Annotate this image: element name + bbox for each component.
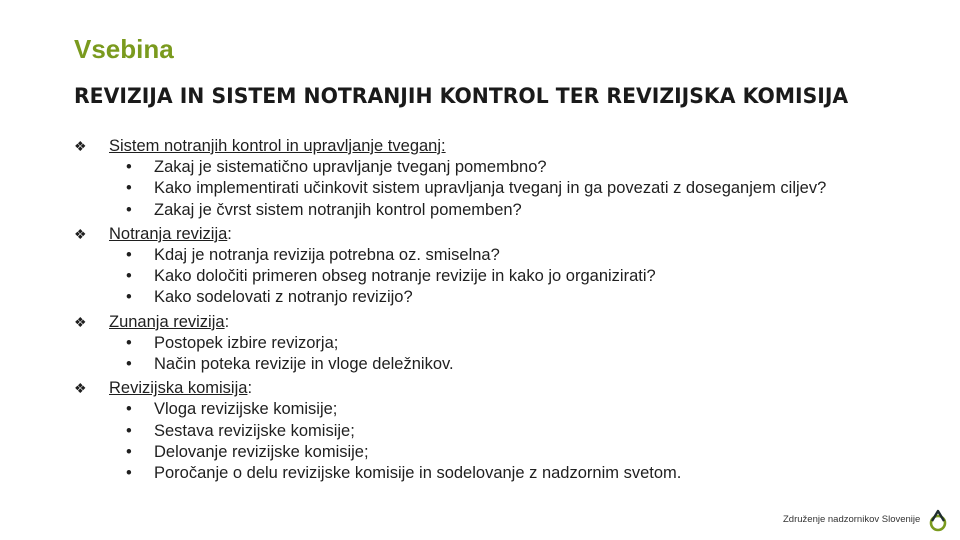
sub-list <box>74 399 934 484</box>
section-heading <box>74 137 934 157</box>
list-item: • Način poteka revizije in vloge deležnikov. <box>74 354 934 375</box>
diamond-bullet-icon: ❖ <box>74 225 87 242</box>
diamond-bullet-icon: ❖ <box>74 313 87 330</box>
list-item: • Zakaj je čvrst sistem notranjih kontrol pomemben? <box>74 200 934 221</box>
bullet-icon: • <box>126 267 132 286</box>
zns-logo-icon <box>928 508 948 532</box>
section-heading-link[interactable]: Revizijska komisija <box>109 379 248 398</box>
section-audit-committee <box>74 379 934 484</box>
section-heading: ❖ Notranja revizija: <box>74 224 232 243</box>
bullet-icon: • <box>126 179 132 198</box>
bullet-icon: • <box>126 245 132 264</box>
list-item: • Kdaj je notranja revizija potrebna oz. smiselna? <box>74 245 934 266</box>
agenda-content <box>74 137 934 489</box>
list-item: • Vloga revizijske komisije; <box>74 399 934 420</box>
list-item: • Poročanje o delu revizijske komisije in sodelovanje z nadzornim svetom. <box>74 463 934 484</box>
bullet-icon: • <box>126 464 132 483</box>
bullet-icon: • <box>126 400 132 419</box>
bullet-icon: • <box>126 200 132 219</box>
list-item: • Kako sodelovati z notranjo revizijo? <box>74 287 934 308</box>
section-external-audit <box>74 313 934 376</box>
section-internal-controls <box>74 137 934 221</box>
section-heading-link[interactable]: Sistem notranjih kontrol in upravljanje tveganj: <box>109 137 446 155</box>
sub-list <box>74 157 934 221</box>
section-internal-audit <box>74 225 934 309</box>
list-item: • Sestava revizijske komisije; <box>74 421 934 442</box>
bullet-icon: • <box>126 421 132 440</box>
section-heading: ❖ Zunanja revizija: <box>74 312 230 331</box>
list-item: • Postopek izbire revizorja; <box>74 333 934 354</box>
list-item: • Kako implementirati učinkovit sistem upravljanja tveganj in ga povezati z doseganjem ciljev? <box>74 178 934 199</box>
footer-org-name: Združenje nadzornikov Slovenije <box>783 514 921 525</box>
list-item: • Delovanje revizijske komisije; <box>74 442 934 463</box>
bullet-icon: • <box>126 333 132 352</box>
sub-list <box>74 245 934 309</box>
diamond-bullet-icon: ❖ <box>74 380 87 397</box>
section-heading-link[interactable]: Notranja revizija <box>109 224 228 243</box>
diamond-bullet-icon: ❖ <box>74 138 87 154</box>
bullet-icon: • <box>126 442 132 461</box>
list-item: • Kako določiti primeren obseg notranje revizije in kako jo organizirati? <box>74 266 934 287</box>
list-item: • Zakaj je sistematično upravljanje tveganj pomembno? <box>74 157 934 178</box>
page-subtitle: REVIZIJA IN SISTEM NOTRANJIH KONTROL TER REVIZIJSKA KOMISIJA <box>74 84 849 108</box>
section-heading: ❖ Revizijska komisija: <box>74 379 253 398</box>
bullet-icon: • <box>126 355 132 374</box>
bullet-icon: • <box>126 288 132 307</box>
page-title: Vsebina <box>74 34 174 64</box>
section-heading-link[interactable]: Zunanja revizija <box>109 312 225 331</box>
sub-list <box>74 333 934 376</box>
bullet-icon: • <box>126 158 132 176</box>
